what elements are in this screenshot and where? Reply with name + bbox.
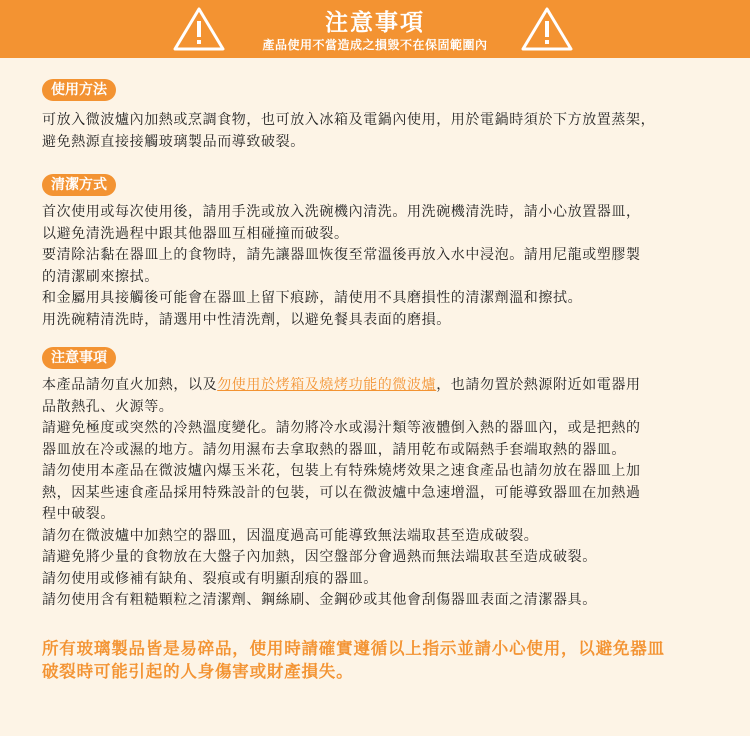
cautions-line: 請避免極度或突然的冷熱溫度變化。請勿將冷水或湯汁類等液體倒入熱的器皿內，或是把熱的 — [42, 420, 641, 436]
cautions-line: 熱，因某些速食產品採用特殊設計的包裝，可以在微波爐中急速增溫，可能導致器皿在加熱過 — [42, 484, 641, 501]
banner-subtitle: 產品使用不當造成之損毀不在保固範圍內 — [262, 38, 488, 52]
cautions-line: 請勿使用本產品在微波爐內爆玉米花，包裝上有特殊燒烤效果之速食產品也請勿放在器皿上加 — [42, 463, 641, 479]
cautions-line: 請勿使用含有粗糙顆粒之清潔劑、鋼絲刷、金鋼砂或其他會刮傷器皿表面之清潔器具。 — [42, 592, 597, 608]
final-note-line: 破裂時可能引起的人身傷害或財產損失。 — [42, 662, 354, 681]
cleaning-text — [42, 202, 718, 331]
warning-banner — [0, 0, 750, 58]
cautions-line-prefix: 本產品請勿直火加熱，以及 — [42, 377, 218, 393]
usage-line: 避免熱源直接接觸玻璃製品而導致破裂。 — [42, 133, 305, 150]
cleaning-line: 首次使用或每次使用後，請用手洗或放入洗碗機內清洗。用洗碗機清洗時，請小心放置器皿， — [42, 204, 641, 220]
cautions-line: 器皿放在冷或濕的地方。請勿用濕布去拿取熱的器皿，請用乾布或隔熱手套端取熱的器皿。 — [42, 441, 626, 458]
usage-text — [42, 110, 718, 153]
cautions-line — [42, 375, 718, 397]
banner-title: 注意事項 — [325, 10, 425, 36]
cautions-line: 品散熱孔、火源等。 — [42, 398, 174, 415]
cautions-text — [42, 375, 718, 612]
cautions-line: 請避免將少量的食物放在大盤子內加熱，因空盤部分會過熱而無法端取甚至造成破裂。 — [42, 549, 597, 565]
final-note — [42, 637, 718, 683]
cleaning-line: 要清除沾黏在器皿上的食物時，請先讓器皿恢復至常溫後再放入水中浸泡。請用尼龍或塑膠製 — [42, 247, 641, 263]
section-heading-cleaning: 清潔方式 — [42, 174, 116, 196]
usage-line: 可放入微波爐內加熱或烹調食物，也可放入冰箱及電鍋內使用，用於電鍋時須於下方放置蒸架， — [42, 112, 656, 128]
cleaning-line: 的清潔刷來擦拭。 — [42, 268, 159, 285]
cautions-line: 請勿在微波爐中加熱空的器皿，因溫度過高可能導致無法端取甚至造成破裂。 — [42, 527, 539, 544]
warning-triangle-icon — [520, 6, 574, 52]
cleaning-line: 和金屬用具接觸後可能會在器皿上留下痕跡，請使用不具磨損性的清潔劑溫和擦拭。 — [42, 290, 583, 306]
section-heading-usage: 使用方法 — [42, 79, 116, 101]
section-heading-cautions: 注意事項 — [42, 347, 116, 369]
final-note-line: 所有玻璃製品皆是易碎品，使用時請確實遵循以上指示並請小心使用，以避免器皿 — [42, 639, 665, 658]
cautions-line: 請勿使用或修補有缺角、裂痕或有明顯刮痕的器皿。 — [42, 570, 378, 587]
cleaning-line: 以避免清洗過程中跟其他器皿互相碰撞而破裂。 — [42, 225, 349, 242]
cautions-line-suffix: ，也請勿置於熱源附近如電器用 — [436, 377, 641, 393]
cautions-line: 程中破裂。 — [42, 506, 115, 522]
cleaning-line: 用洗碗精清洗時，請選用中性清洗劑，以避免餐具表面的磨損。 — [42, 311, 451, 328]
highlight-warning: 勿使用於烤箱及燒烤功能的微波爐 — [217, 377, 437, 393]
